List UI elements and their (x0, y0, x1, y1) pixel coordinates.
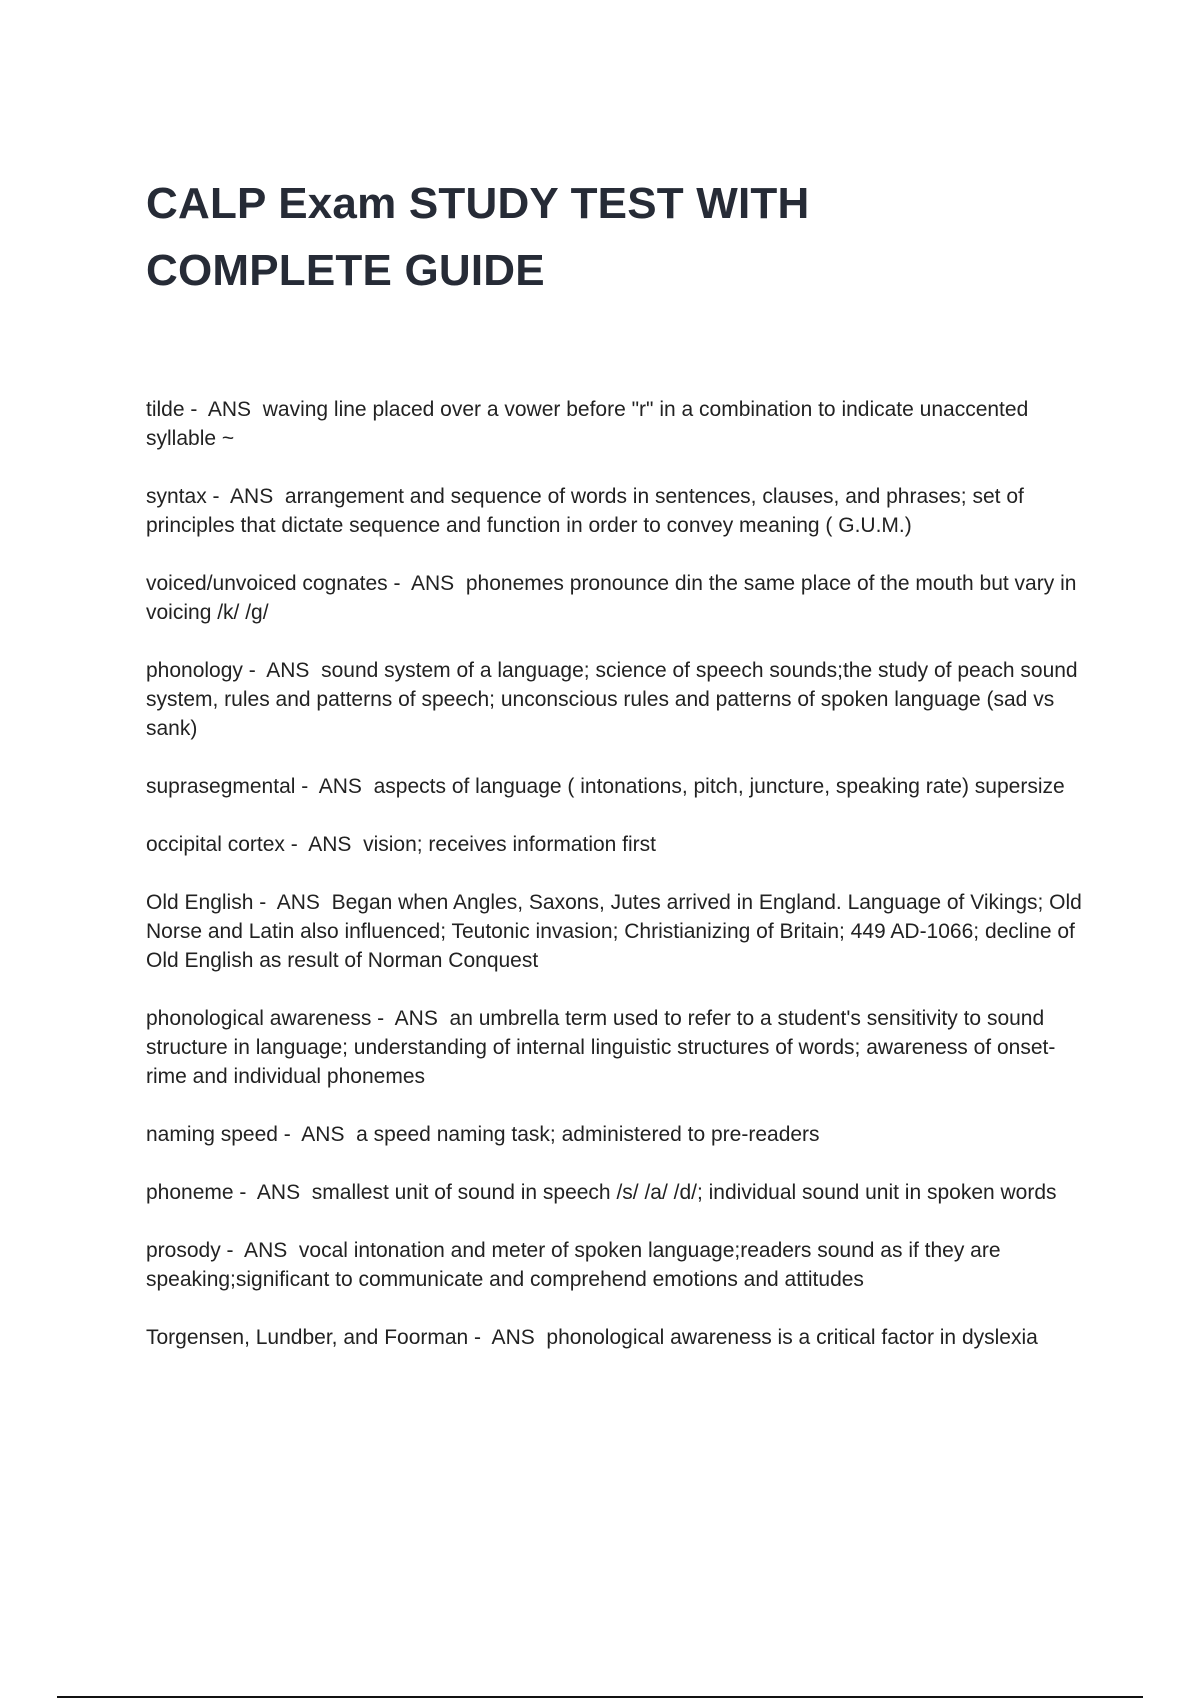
entry-term: naming speed (146, 1123, 278, 1146)
glossary-entry (146, 1004, 1091, 1091)
glossary-list (146, 395, 1091, 1381)
entry-term: tilde (146, 398, 185, 421)
entry-term: phonology (146, 659, 243, 682)
entry-separator: - ANS (206, 485, 285, 508)
glossary-entry (146, 1178, 1091, 1207)
entry-definition: vision; receives information first (363, 833, 657, 856)
page-title (146, 170, 1046, 304)
glossary-entry (146, 1120, 1091, 1149)
entry-separator: - ANS (184, 398, 263, 421)
entry-separator: - ANS (387, 572, 466, 595)
entry-separator: - ANS (233, 1181, 312, 1204)
entry-term: Old English (146, 891, 254, 914)
entry-term: prosody (146, 1239, 221, 1262)
entry-term: suprasegmental (146, 775, 296, 798)
glossary-entry (146, 830, 1091, 859)
entry-separator: - ANS (371, 1007, 450, 1030)
entry-term: phoneme (146, 1181, 234, 1204)
entry-term: syntax (146, 485, 207, 508)
glossary-entry (146, 1323, 1091, 1352)
entry-separator: - ANS (277, 1123, 357, 1146)
entry-definition: aspects of language ( intonations, pitch, juncture, speaking rate) supersize (373, 775, 1065, 798)
glossary-entry (146, 772, 1091, 801)
title-line-2: COMPLETE GUIDE (146, 246, 545, 295)
glossary-entry (146, 1236, 1091, 1294)
entry-definition: waving line placed over a vower before "r" in a combination to indicate unaccented syllable ~ (146, 398, 1029, 450)
entry-term: occipital cortex (146, 833, 285, 856)
entry-term: phonological awareness (146, 1007, 372, 1030)
title-line-1: CALP Exam STUDY TEST WITH (146, 179, 810, 228)
glossary-entry (146, 656, 1091, 743)
entry-definition: smallest unit of sound in speech /s/ /a/ /d/; individual sound unit in spoken words (311, 1181, 1057, 1204)
entry-separator: - ANS (242, 659, 322, 682)
page-bottom-divider (57, 1696, 1143, 1698)
entry-definition: Began when Angles, Saxons, Jutes arrived in England. Language of Vikings; Old Norse and Latin also influenced; Teutonic invasion; Christianizing of Britain; 449 AD-1066; decline of Old English as result of Norman Conquest (146, 891, 1082, 972)
entry-term: Torgensen, Lundber, and Foorman (146, 1326, 469, 1349)
glossary-entry (146, 888, 1091, 975)
entry-separator: - ANS (253, 891, 332, 914)
entry-definition: arrangement and sequence of words in sentences, clauses, and phrases; set of principles that dictate sequence and function in order to convey meaning ( G.U.M.) (146, 485, 1024, 537)
entry-definition: phonemes pronounce din the same place of the mouth but vary in voicing /k/ /g/ (146, 572, 1077, 624)
entry-definition: an umbrella term used to refer to a student's sensitivity to sound structure in language; understanding of internal linguistic structures of words; awareness of onset-rime and individual phonemes (146, 1007, 1056, 1088)
entry-separator: - ANS (284, 833, 364, 856)
entry-separator: - ANS (220, 1239, 299, 1262)
entry-definition: vocal intonation and meter of spoken language;readers sound as if they are speaking;significant to communicate and comprehend emotions and attitudes (146, 1239, 1001, 1291)
entry-separator: - ANS (468, 1326, 547, 1349)
glossary-entry (146, 395, 1091, 453)
entry-definition: a speed naming task; administered to pre-readers (356, 1123, 820, 1146)
entry-term: voiced/unvoiced cognates (146, 572, 388, 595)
glossary-entry (146, 569, 1091, 627)
entry-separator: - ANS (295, 775, 374, 798)
glossary-entry (146, 482, 1091, 540)
entry-definition: phonological awareness is a critical factor in dyslexia (546, 1326, 1038, 1349)
entry-definition: sound system of a language; science of speech sounds;the study of peach sound system, rules and patterns of speech; unconscious rules and patterns of spoken language (sad vs sank) (146, 659, 1078, 740)
